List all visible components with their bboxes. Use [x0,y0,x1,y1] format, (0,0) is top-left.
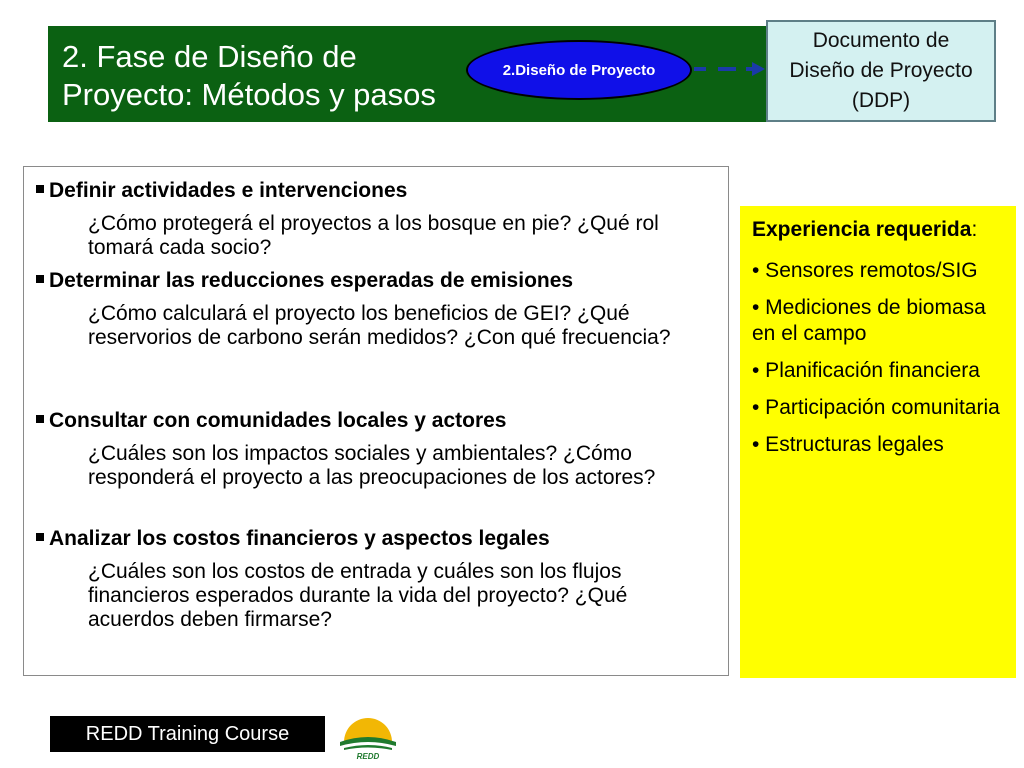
step-section [36,409,716,490]
expertise-item: • Participación comunitaria [752,396,1000,419]
steps-content-box [23,166,729,676]
phase-pill: 2.Diseño de Proyecto [466,40,692,100]
step-heading [36,409,716,433]
square-bullet-icon [36,275,44,283]
expertise-item: • Estructuras legales [752,433,944,456]
expertise-item: • Sensores remotos/SIG [752,259,978,282]
step-question: ¿Cómo protegerá el proyectos a los bosque en pie? ¿Qué rol tomará cada socio? [88,212,659,259]
step-section [36,269,716,350]
expertise-item: • Mediciones de biomasa en el campo [752,296,986,345]
slide-title [62,38,482,114]
slide-title-line1: 2. Fase de Diseño de [62,39,357,74]
step-heading-text: Analizar los costos financieros y aspectos legales [49,527,550,550]
arrow-right-icon [692,58,766,80]
step-heading-text: Consultar con comunidades locales y actores [49,409,507,432]
required-expertise-box [740,206,1016,678]
step-heading [36,527,716,551]
step-heading [36,269,716,293]
step-heading [36,179,716,203]
step-section [36,179,716,260]
logo-text: REDD [356,752,380,761]
output-document-box: Documento de Diseño de Proyecto (DDP) [766,20,996,122]
square-bullet-icon [36,185,44,193]
slide-title-line2: Proyecto: Métodos y pasos [62,77,436,112]
expertise-item: • Planificación financiera [752,359,980,382]
step-heading-text: Definir actividades e intervenciones [49,179,408,202]
square-bullet-icon [36,415,44,423]
step-section [36,527,716,632]
square-bullet-icon [36,533,44,541]
step-question: ¿Cómo calculará el proyecto los beneficios de GEI? ¿Qué reservorios de carbono serán medidos? ¿Con qué frecuencia? [88,302,671,349]
step-question: ¿Cuáles son los costos de entrada y cuáles son los flujos financieros esperados durante la vida del proyecto? ¿Qué acuerdos deben firmarse? [88,560,628,631]
redd-logo-icon [336,712,400,762]
course-footer-label: REDD Training Course [50,716,325,752]
step-question: ¿Cuáles son los impactos sociales y ambientales? ¿Cómo responderá el proyecto a las preocupaciones de los actores? [88,442,656,489]
required-expertise-title: Experiencia requerida: [752,218,978,241]
step-heading-text: Determinar las reducciones esperadas de emisiones [49,269,574,292]
